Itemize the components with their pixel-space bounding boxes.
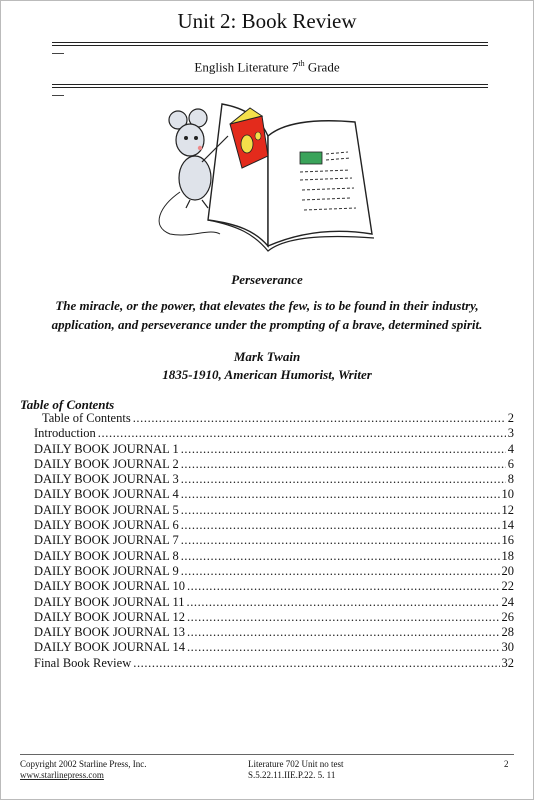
bottom-double-rule	[52, 84, 488, 88]
quote-text	[20, 296, 514, 334]
toc-entry-page: 28	[501, 625, 514, 640]
toc-entry-page: 3	[507, 426, 514, 441]
toc-entry-label: DAILY BOOK JOURNAL 2	[34, 456, 179, 471]
toc-entry[interactable]	[20, 579, 514, 594]
quote-heading: Perseverance	[231, 272, 303, 287]
toc-entry-page: 30	[501, 640, 514, 655]
toc-entry[interactable]	[20, 564, 514, 579]
mouse-reading-book-illustration	[150, 96, 380, 256]
toc-entry[interactable]	[20, 472, 514, 487]
toc-entry-page: 32	[501, 655, 514, 670]
toc-leader-dots	[181, 549, 500, 564]
toc-entry-label: DAILY BOOK JOURNAL 3	[34, 472, 179, 487]
toc-entry-page: 2	[507, 411, 514, 425]
toc-leader-dots	[181, 518, 500, 533]
toc-entry[interactable]	[20, 411, 514, 426]
toc-entry[interactable]	[20, 656, 514, 671]
quote-author: Mark Twain	[233, 349, 301, 364]
toc-entry-page: 14	[501, 518, 514, 533]
website-link[interactable]: www.starlinepress.com	[20, 770, 104, 780]
toc-leader-dots	[98, 426, 506, 441]
toc-entry-label: DAILY BOOK JOURNAL 9	[34, 563, 179, 578]
toc-leader-dots	[181, 564, 500, 579]
toc-entry-label: DAILY BOOK JOURNAL 14	[34, 640, 185, 655]
toc-leader-dots	[187, 625, 500, 640]
toc-leader-dots	[181, 457, 506, 472]
toc-entry[interactable]	[20, 549, 514, 564]
toc-entry-page: 18	[501, 548, 514, 563]
toc-entry-label: DAILY BOOK JOURNAL 4	[34, 487, 179, 502]
toc-entry[interactable]	[20, 625, 514, 640]
page-title: Unit 2: Book Review	[177, 9, 357, 33]
rule-tick-mark-2	[52, 95, 64, 96]
toc-entry[interactable]	[20, 533, 514, 548]
toc-entry[interactable]	[20, 442, 514, 457]
book-picture-icon	[300, 152, 322, 164]
course-subtitle: English Literature 7th Grade	[194, 59, 340, 75]
toc-entry-page: 24	[501, 594, 514, 609]
footer-left	[20, 759, 147, 781]
toc-entry[interactable]	[20, 426, 514, 441]
rule-tick-mark	[52, 53, 64, 54]
toc-leader-dots	[187, 579, 500, 594]
toc-entry-page: 26	[501, 609, 514, 624]
top-double-rule	[52, 42, 488, 46]
toc-entry[interactable]	[20, 503, 514, 518]
toc-leader-dots	[133, 411, 506, 426]
toc-entry[interactable]	[20, 457, 514, 472]
toc-leader-dots	[133, 656, 499, 671]
toc-entry-page: 20	[501, 563, 514, 578]
standards-code-text: S.5.22.11.IIE.P.22. 5. 11	[248, 770, 336, 780]
toc-entry-page: 16	[501, 533, 514, 548]
toc-entry-label: DAILY BOOK JOURNAL 12	[34, 609, 185, 624]
toc-heading: Table of Contents	[20, 397, 115, 412]
footer-rule	[20, 754, 514, 755]
toc-leader-dots	[181, 487, 500, 502]
toc-entry-label: DAILY BOOK JOURNAL 1	[34, 441, 179, 456]
toc-entry-page: 10	[501, 487, 514, 502]
table-of-contents	[20, 411, 514, 671]
toc-entry-label: Introduction	[34, 426, 96, 441]
toc-entry[interactable]	[20, 487, 514, 502]
toc-entry-page: 22	[501, 579, 514, 594]
toc-entry[interactable]	[20, 610, 514, 625]
toc-entry-page: 4	[507, 441, 514, 456]
toc-entry-label: Final Book Review	[34, 655, 132, 670]
quote-line-1: The miracle, or the power, that elevates the few, is to be found in their industry,	[55, 298, 479, 313]
toc-entry-label: DAILY BOOK JOURNAL 7	[34, 533, 179, 548]
toc-entry-label: DAILY BOOK JOURNAL 11	[34, 594, 185, 609]
toc-entry-page: 6	[507, 456, 514, 471]
toc-entry[interactable]	[20, 640, 514, 655]
course-code-text: Literature 702 Unit no test	[248, 759, 344, 769]
toc-leader-dots	[187, 640, 500, 655]
quote-author-description: 1835-1910, American Humorist, Writer	[162, 367, 372, 382]
toc-leader-dots	[187, 610, 500, 625]
toc-leader-dots	[186, 595, 499, 610]
toc-entry-page: 12	[501, 502, 514, 517]
toc-entry-page: 8	[507, 472, 514, 487]
quote-line-2: application, and perseverance under the prompting of a brave, determined spirit.	[51, 317, 483, 332]
toc-entry-label: DAILY BOOK JOURNAL 8	[34, 548, 179, 563]
toc-entry-label: DAILY BOOK JOURNAL 13	[34, 625, 185, 640]
footer-center	[248, 759, 343, 781]
toc-entry-label: DAILY BOOK JOURNAL 5	[34, 502, 179, 517]
toc-entry-label: DAILY BOOK JOURNAL 10	[34, 579, 185, 594]
copyright-text: Copyright 2002 Starline Press, Inc.	[20, 759, 147, 769]
page-number: 2	[504, 759, 509, 769]
toc-leader-dots	[181, 503, 500, 518]
toc-leader-dots	[181, 442, 506, 457]
toc-entry-label: DAILY BOOK JOURNAL 6	[34, 518, 179, 533]
toc-leader-dots	[181, 533, 500, 548]
toc-leader-dots	[181, 472, 506, 487]
toc-entry[interactable]	[20, 595, 514, 610]
toc-entry[interactable]	[20, 518, 514, 533]
toc-entry-label: Table of Contents	[42, 411, 131, 425]
quote-attribution	[0, 348, 534, 384]
